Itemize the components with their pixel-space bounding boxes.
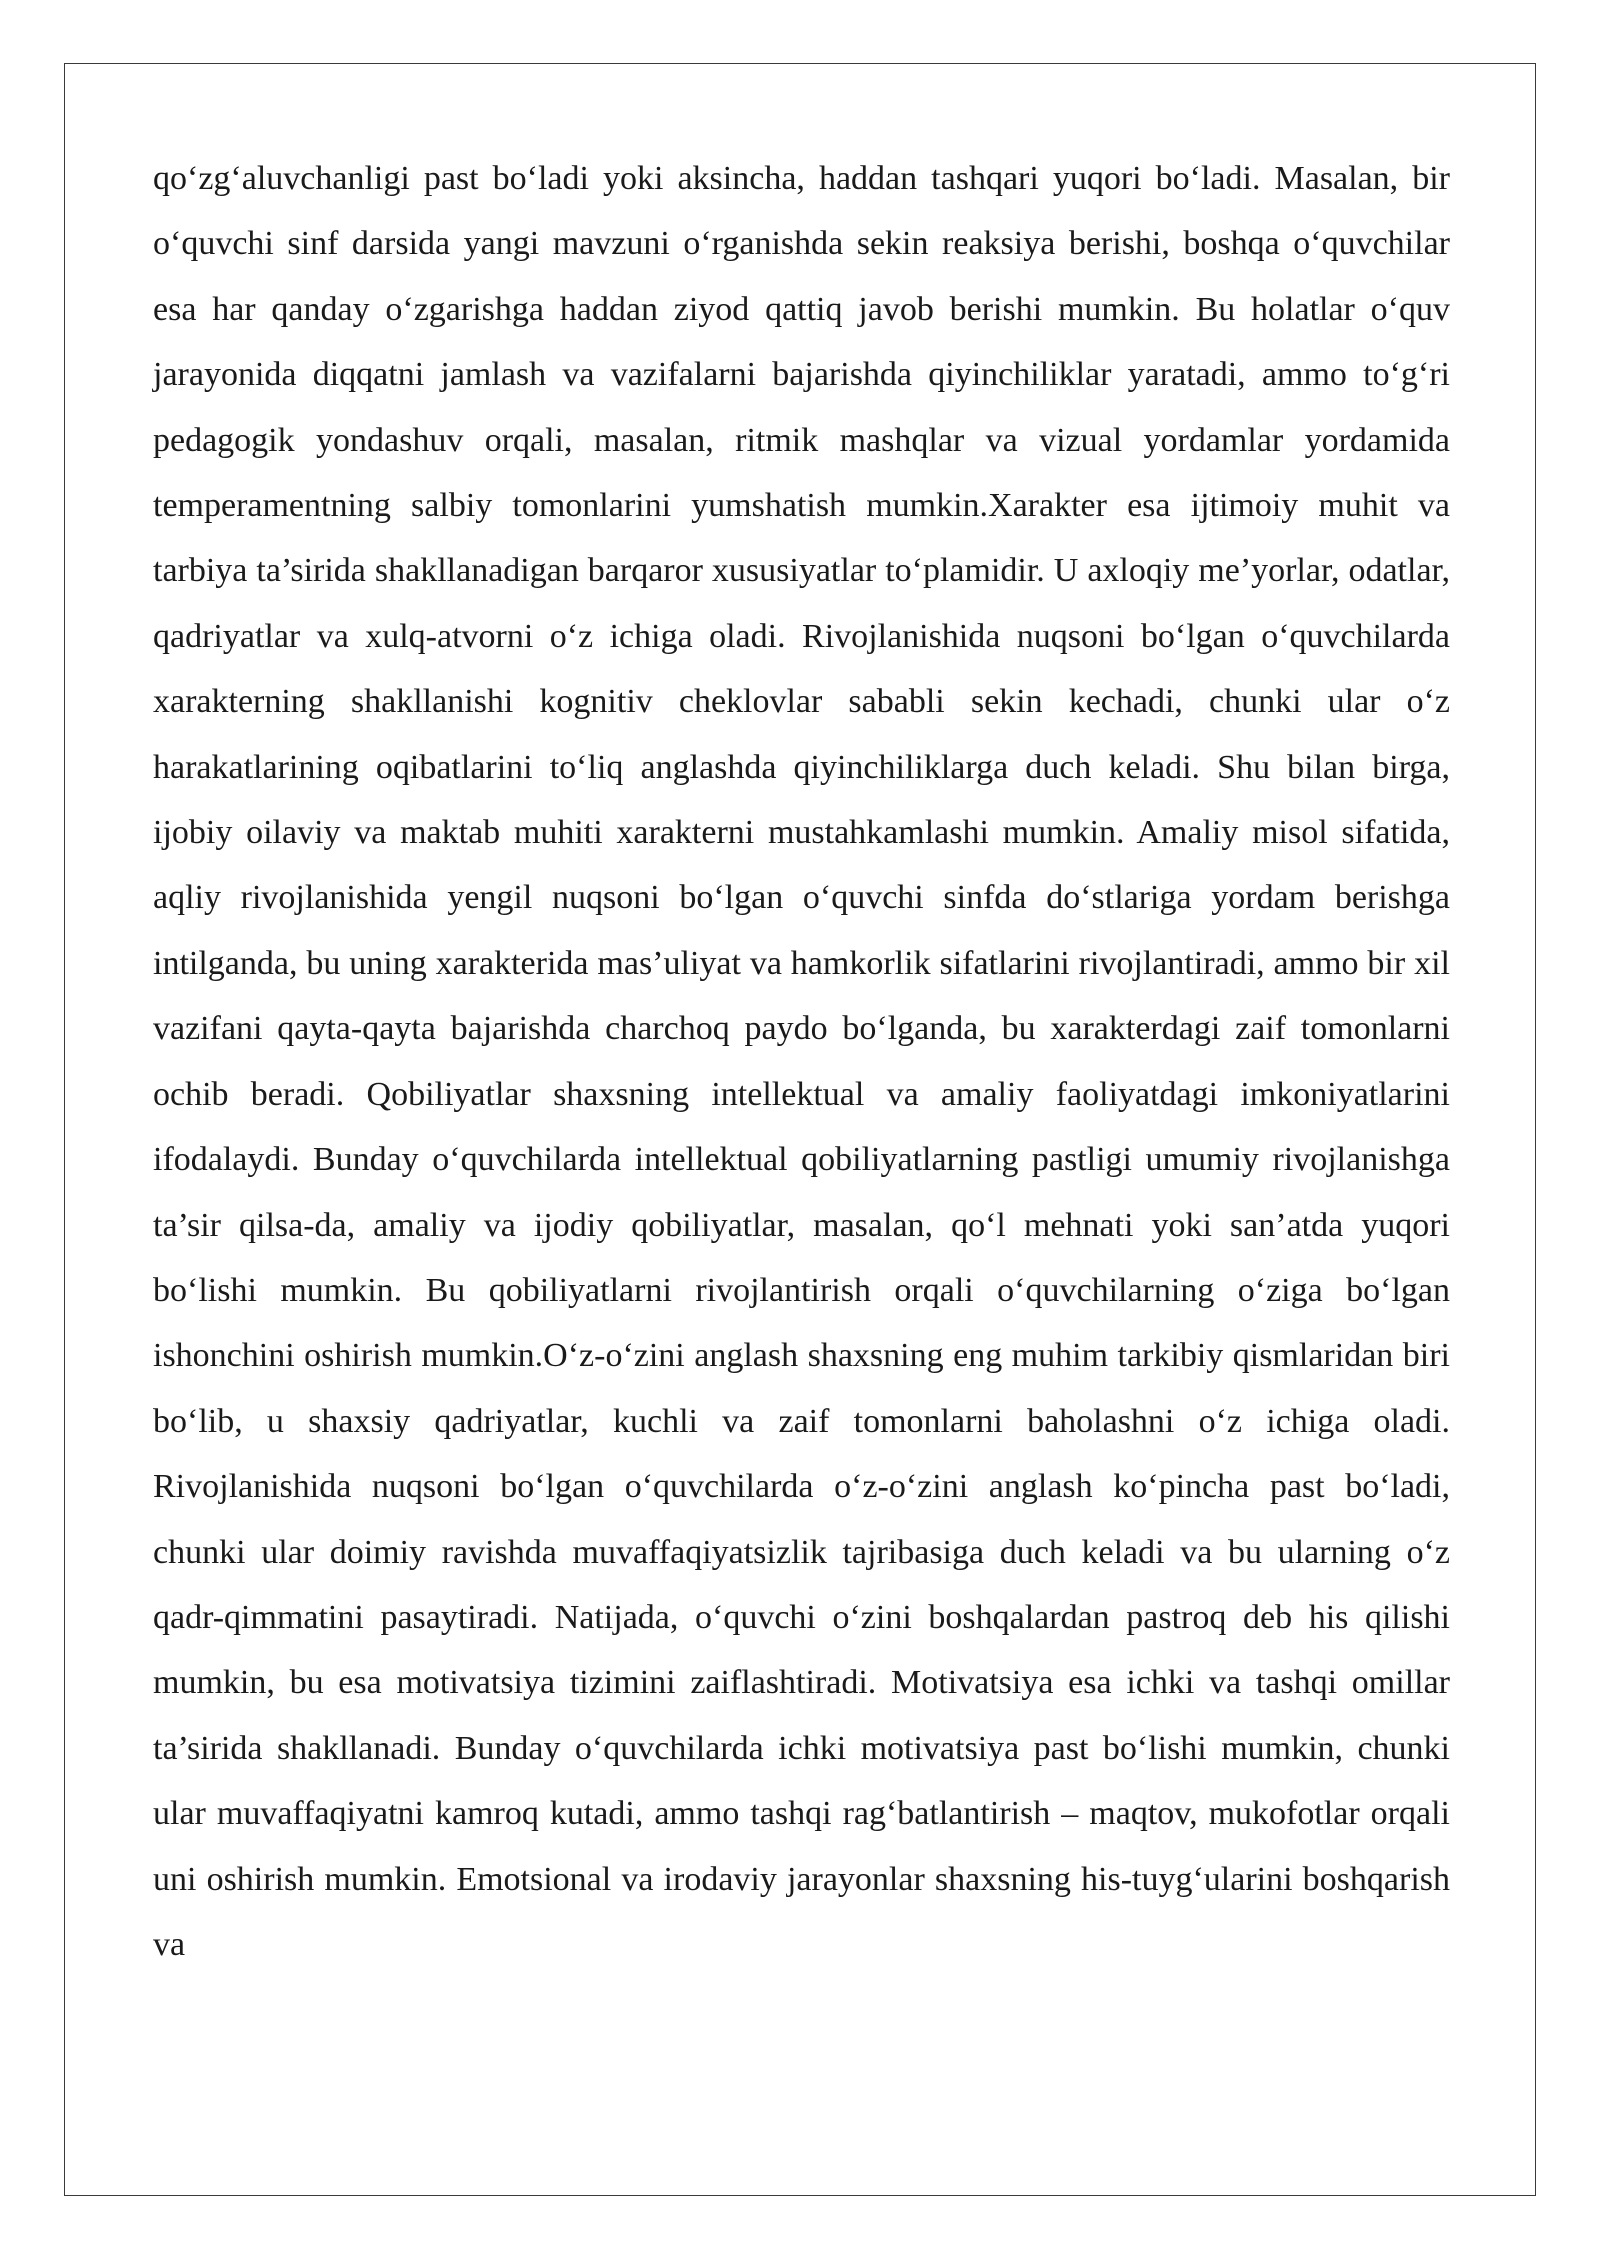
body-paragraph: qo‘zg‘aluvchanligi past bo‘ladi yoki aksincha, haddan tashqari yuqori bo‘ladi. Masalan, bir o‘quvchi sinf darsida yangi mavzuni o‘rganishda sekin reaksiya berishi, boshqa o‘quvchilar esa har qanday o‘zgarishga haddan ziyod qattiq javob berishi mumkin. Bu holatlar o‘quv jarayonida diqqatni jamlash va vazifalarni bajarishda qiyinchiliklar yaratadi, ammo to‘g‘ri pedagogik yondashuv orqali, masalan, ritmik mashqlar va vizual yordamlar yordamida temperamentning salbiy tomonlarini yumshatish mumkin.Xarakter esa ijtimoiy muhit va tarbiya ta’sirida shakllanadigan barqaror xususiyatlar to‘plamidir. U axloqiy me’yorlar, odatlar, qadriyatlar va xulq-atvorni o‘z ichiga oladi. Rivojlanishida nuqsoni bo‘lgan o‘quvchilarda xarakterning shakllanishi kognitiv cheklovlar sababli sekin kechadi, chunki ular o‘z harakatlarining oqibatlarini to‘liq anglashda qiyinchiliklarga duch keladi. Shu bilan birga, ijobiy oilaviy va maktab muhiti xarakterni mustahkamlashi mumkin. Amaliy misol sifatida, aqliy rivojlanishida yengil nuqsoni bo‘lgan o‘quvchi sinfda do‘stlariga yordam berishga intilganda, bu uning xarakterida mas’uliyat va hamkorlik sifatlarini rivojlantiradi, ammo bir xil vazifani qayta-qayta bajarishda charchoq paydo bo‘lganda, bu xarakterdagi zaif tomonlarni ochib beradi. Qobiliyatlar shaxsning intellektual va amaliy faoliyatdagi imkoniyatlarini ifodalaydi. Bunday o‘quvchilarda intellektual qobiliyatlarning pastligi umumiy rivojlanishga ta’sir qilsa-da, amaliy va ijodiy qobiliyatlar, masalan, qo‘l mehnati yoki san’atda yuqori bo‘lishi mumkin. Bu qobiliyatlarni rivojlantirish orqali o‘quvchilarning o‘ziga bo‘lgan ishonchini oshirish mumkin.O‘z-o‘zini anglash shaxsning eng muhim tarkibiy qismlaridan biri bo‘lib, u shaxsiy qadriyatlar, kuchli va zaif tomonlarni baholashni o‘z ichiga oladi. Rivojlanishida nuqsoni bo‘lgan o‘quvchilarda o‘z-o‘zini anglash ko‘pincha past bo‘ladi, chunki ular doimiy ravishda muvaffaqiyatsizlik tajribasiga duch keladi va bu ularning o‘z qadr-qimmatini pasaytiradi. Natijada, o‘quvchi o‘zini boshqalardan pastroq deb his qilishi mumkin, bu esa motivatsiya tizimini zaiflashtiradi. Motivatsiya esa ichki va tashqi omillar ta’sirida shakllanadi. Bunday o‘quvchilarda ichki motivatsiya past bo‘lishi mumkin, chunki ular muvaffaqiyatni kamroq kutadi, ammo tashqi rag‘batlantirish – maqtov, mukofotlar orqali uni oshirish mumkin. Emotsional va irodaviy jarayonlar shaxsning his-tuyg‘ularini boshqarish va xyxy=(153,160,1450,1963)
